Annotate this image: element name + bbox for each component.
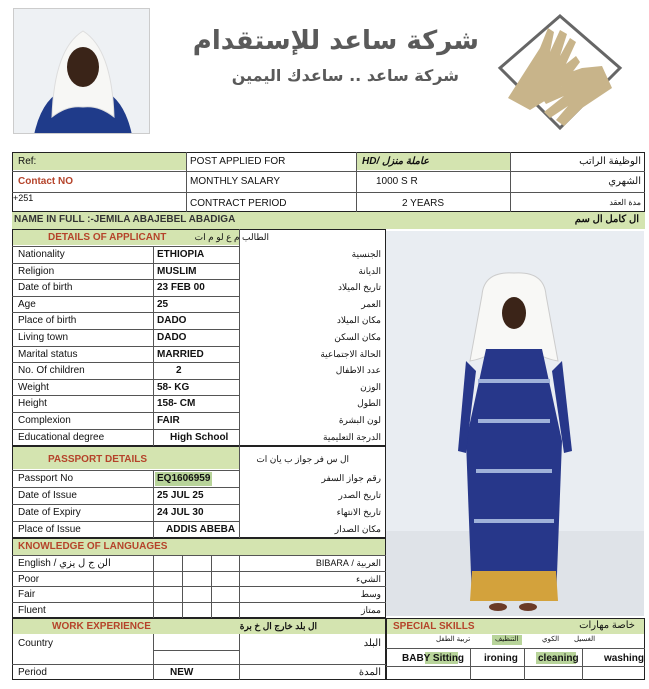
passport-row-value: EQ1606959	[157, 473, 211, 484]
details-row-line	[12, 362, 239, 363]
contract-period-label: CONTRACT PERIOD	[190, 198, 287, 209]
details-row-line	[12, 412, 239, 413]
details-row-value: DADO	[157, 332, 187, 343]
skill-washing: washing	[604, 653, 645, 664]
details-row-line	[12, 346, 239, 347]
details-row-ar: العمر	[361, 299, 381, 309]
applicant-portrait-small	[13, 8, 150, 134]
skill-ar-ironing: الكوي	[542, 636, 560, 643]
details-row-label: Educational degree	[18, 432, 105, 443]
details-row-label: Living town	[18, 332, 69, 343]
passport-row-label: Date of Expiry	[18, 507, 81, 518]
period-label: Period	[18, 667, 47, 678]
country-ar: البلد	[363, 638, 381, 649]
passport-row-line	[12, 521, 239, 522]
language-row-label: Fluent	[18, 605, 46, 616]
company-name-primary: شركة ساعد للإستقدام	[192, 26, 479, 56]
language-row-ar: الشيء	[355, 574, 381, 584]
details-row-ar: مكان الميلاد	[336, 315, 381, 325]
details-row-value: High School	[170, 432, 229, 443]
skill-ironing: ironing	[484, 653, 518, 664]
passport-row-ar: مكان الصدار	[334, 524, 381, 534]
details-row-value: FAIR	[157, 415, 180, 426]
details-row-line	[12, 263, 239, 264]
skills-title-ar: خاصة مهارات	[579, 620, 635, 631]
details-table	[12, 229, 386, 446]
details-row-ar: الديانة	[358, 266, 381, 276]
country-label: Country	[18, 638, 54, 649]
applicant-full-body-photo	[386, 231, 644, 616]
details-row-label: Weight	[18, 382, 49, 393]
language-row-line	[12, 602, 386, 603]
details-row-ar: الوزن	[360, 382, 381, 392]
details-row-ar: عدد الاطفال	[335, 365, 381, 375]
details-row-label: Date of birth	[18, 282, 73, 293]
details-row-line	[12, 395, 239, 396]
details-row-label: Nationality	[18, 249, 65, 260]
ref-label: Ref:	[18, 156, 37, 167]
passport-row-label: Passport No	[18, 473, 74, 484]
contact-label: Contact NO	[18, 176, 73, 187]
passport-row-label: Place of Issue	[18, 524, 81, 535]
period-ar: المدة	[358, 667, 381, 678]
details-row-label: Religion	[18, 266, 55, 277]
details-row-line	[12, 296, 239, 297]
details-row-label: No. Of children	[18, 365, 85, 376]
details-row-ar: الدرجة التعليمية	[323, 432, 381, 442]
language-row-ar: ممتاز	[361, 605, 381, 615]
skill-cleaning: cleaning	[538, 653, 579, 664]
details-row-ar: الحالة الاجتماعية	[320, 349, 381, 359]
details-row-line	[12, 429, 239, 430]
post-applied-label: POST APPLIED FOR	[190, 156, 286, 167]
details-row-value: 23 FEB 00	[157, 282, 205, 293]
language-row-label: English / الن ج ل يزي	[18, 558, 111, 569]
passport-row-ar: تاريخ الانتهاء	[336, 507, 381, 517]
full-name: NAME IN FULL :-JEMILA ABAJEBEL ABADIGA	[14, 214, 236, 225]
monthly-salary-value: 1000 S R	[376, 176, 418, 187]
hands-logo	[490, 8, 630, 138]
full-name-ar: ال كامل ال سم	[574, 214, 639, 225]
details-row-ar: مكان السكن	[334, 332, 381, 342]
details-row-line	[12, 246, 239, 247]
passport-row-label: Date of Issue	[18, 490, 77, 501]
details-row-label: Marital status	[18, 349, 78, 360]
passport-row-ar: رقم جواز السفر	[321, 473, 381, 483]
details-row-value: 2	[176, 365, 182, 376]
monthly-salary-label: MONTHLY SALARY	[190, 176, 281, 187]
passport-row-value: ADDIS ABEBA	[166, 524, 236, 535]
company-name-slogan: شركة ساعد .. ساعدك اليمين	[231, 66, 459, 85]
details-row-ar: لون البشرة	[338, 415, 381, 425]
skill-ar-washing: الغسيل	[574, 636, 596, 643]
details-row-ar: الطول	[357, 398, 381, 408]
passport-row-line	[12, 470, 239, 471]
details-title-ar: الطالب م ع لو م ات	[194, 232, 269, 242]
language-row-line	[12, 571, 386, 572]
details-row-value: 58- KG	[157, 382, 190, 393]
details-row-ar: الجنسية	[351, 249, 381, 259]
phone-prefix: +251	[13, 193, 34, 203]
period-value: NEW	[170, 667, 194, 678]
passport-row-ar: تاريخ الصدر	[338, 490, 381, 500]
post-applied-ar: الوظيفة الراتب	[579, 156, 641, 167]
skills-title: SPECIAL SKILLS	[393, 621, 475, 632]
skill-ar-childcare: تربية الطفل	[436, 636, 471, 643]
passport-title: PASSPORT DETAILS	[48, 454, 148, 465]
details-row-label: Complexion	[18, 415, 71, 426]
language-row-ar: وسط	[360, 589, 381, 599]
details-row-value: ETHIOPIA	[157, 249, 205, 260]
details-row-line	[12, 329, 239, 330]
language-row-ar: العربية / BIBARA	[315, 558, 381, 568]
passport-row-line	[12, 504, 239, 505]
passport-row-value: 24 JUL 30	[157, 507, 204, 518]
details-row-line	[12, 312, 239, 313]
passport-row-value: 25 JUL 25	[157, 490, 204, 501]
details-row-value: MARRIED	[157, 349, 204, 360]
contract-period-ar: مدة العقد	[609, 198, 641, 207]
details-row-line	[12, 279, 239, 280]
work-title-ar: ال بلد خارج ال خ برة	[239, 621, 317, 631]
details-row-value: MUSLIM	[157, 266, 197, 277]
language-row-line	[12, 586, 386, 587]
post-applied-value: HD/ عاملة منزل	[362, 156, 429, 167]
details-row-value: DADO	[157, 315, 187, 326]
details-row-value: 25	[157, 299, 169, 310]
monthly-salary-ar: الشهري	[608, 176, 641, 187]
contract-period-value: 2 YEARS	[402, 198, 445, 209]
details-row-line	[12, 379, 239, 380]
details-row-label: Age	[18, 299, 36, 310]
details-row-value: 158- CM	[157, 398, 196, 409]
skill-baby-sitting: BABY Sitting	[402, 653, 465, 664]
details-row-ar: تاريخ الميلاد	[338, 282, 381, 292]
languages-title: KNOWLEDGE OF LANGUAGES	[18, 541, 168, 552]
passport-row-line	[12, 487, 239, 488]
details-row-label: Place of birth	[18, 315, 77, 326]
language-row-label: Poor	[18, 574, 40, 585]
language-row-line	[12, 555, 386, 556]
details-title: DETAILS OF APPLICANT	[48, 232, 167, 243]
work-title: WORK EXPERIENCE	[52, 621, 151, 632]
passport-title-ar: ال س فر جواز ب يان ات	[256, 454, 349, 464]
details-row-label: Height	[18, 398, 47, 409]
language-row-label: Fair	[18, 589, 36, 600]
skill-ar-cleaning: التنظيف	[495, 636, 519, 643]
